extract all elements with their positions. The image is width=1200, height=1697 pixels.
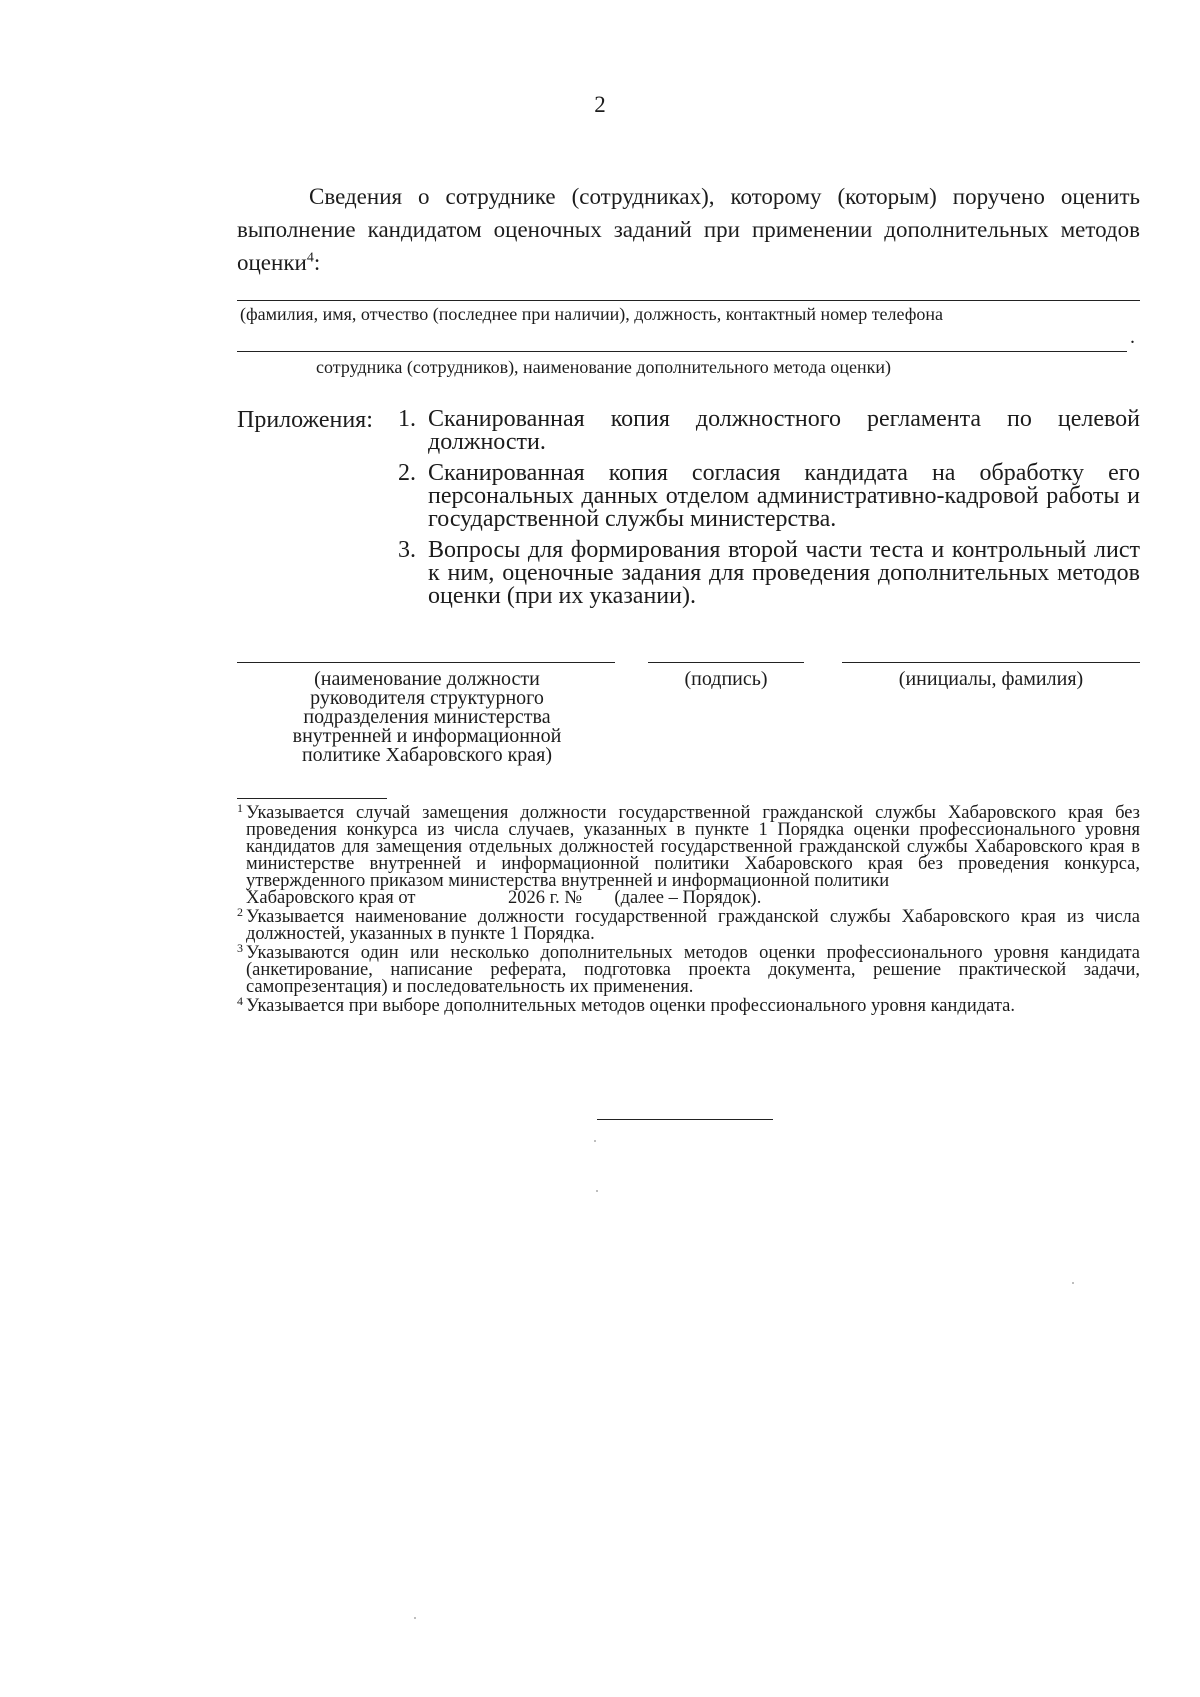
footnote-marker: 2 [237, 905, 243, 919]
attachments-list [398, 408, 1140, 616]
footnote-text: Указываются один или несколько дополнительных методов оценки профессионального уровня кандидата (анкетирование, написание реферата, подготовка проекта документа, решение практической задачи, самопрезентация) и последовательность их применения. [246, 943, 1140, 997]
attachment-text: Сканированная копия согласия кандидата на обработку его персональных данных отделом административно-кадровой работы и государственной службы министерства. [428, 460, 1140, 532]
attachment-number: 3. [398, 537, 416, 563]
attachment-number: 2. [398, 460, 416, 486]
footnote-last-line: Хабаровского края от 2026 г. № (далее – Порядок). [246, 888, 762, 908]
footnote [237, 994, 1140, 1016]
attachment-item [398, 539, 1140, 608]
attachment-item [398, 462, 1140, 531]
signature-name-caption: (инициалы, фамилия) [898, 668, 1084, 690]
signature-sign-caption: (подпись) [684, 668, 768, 690]
signature-name-line [842, 662, 1140, 663]
footnote-marker: 3 [237, 941, 243, 955]
fill-line-1 [237, 300, 1140, 301]
end-of-document-rule [597, 1119, 773, 1120]
footnote [237, 941, 1140, 997]
footnote-marker: 1 [237, 801, 243, 815]
attachment-text: Вопросы для формирования второй части теста и контрольный лист к ним, оценочные задания для проведения дополнительных методов оценки (при их указании). [428, 537, 1140, 609]
attachment-item [398, 408, 1140, 454]
footnote-text: Указывается при выборе дополнительных методов оценки профессионального уровня кандидата. [246, 996, 1016, 1016]
footnote [237, 801, 1140, 908]
signature-position-line [237, 662, 615, 663]
fill-line-end-dot: . [1130, 326, 1135, 348]
scan-speck [1072, 1282, 1074, 1284]
intro-paragraph [237, 180, 1140, 279]
footnote-text: Указывается наименование должности государственной гражданской службы Хабаровского края из числа должностей, указанных в пункте 1 Порядка. [246, 907, 1140, 944]
footnote-marker: 4 [237, 994, 243, 1008]
attachment-text: Сканированная копия должностного регламента по целевой должности. [428, 406, 1140, 455]
attachment-number: 1. [398, 406, 416, 432]
fill-line-2 [237, 351, 1127, 352]
footnotes [237, 801, 1140, 1017]
signature-position-caption: (наименование должности руководителя структурного подразделения министерства внутренней и информационной политике Хабаровского края) [292, 668, 562, 766]
fill-caption-1: (фамилия, имя, отчество (последнее при наличии), должность, контактный номер телефона [240, 304, 944, 324]
scan-speck [414, 1617, 416, 1619]
page-number: 2 [594, 92, 606, 117]
footnote-separator [237, 798, 387, 799]
scan-speck [596, 1190, 598, 1192]
attachments-label: Приложения: [237, 407, 373, 433]
footnote [237, 905, 1140, 944]
scan-speck [594, 1140, 596, 1142]
fill-caption-2: сотрудника (сотрудников), наименование дополнительного метода оценки) [316, 357, 892, 377]
intro-footnote-marker: 4 [306, 250, 314, 266]
footnote-text: Указывается случай замещения должности государственной гражданской службы Хабаровского края без проведения конкурса из числа случаев, указанных в пункте 1 Порядка оценки профессионального уровня кандидатов для замещения отдельных должностей государственной гражданской службы Хабаровского края в министерстве внутренней и информационной политики Хабаровского края без проведения конкурса, утвержденного приказом министерства внутренней и информационной политики [246, 803, 1140, 891]
intro-tail: : [313, 250, 321, 275]
signature-sign-line [648, 662, 804, 663]
intro-text: Сведения о сотруднике (сотрудниках), которому (которым) поручено оценить выполнение кандидатом оценочных заданий при применении дополнительных методов оценки [237, 184, 1140, 275]
